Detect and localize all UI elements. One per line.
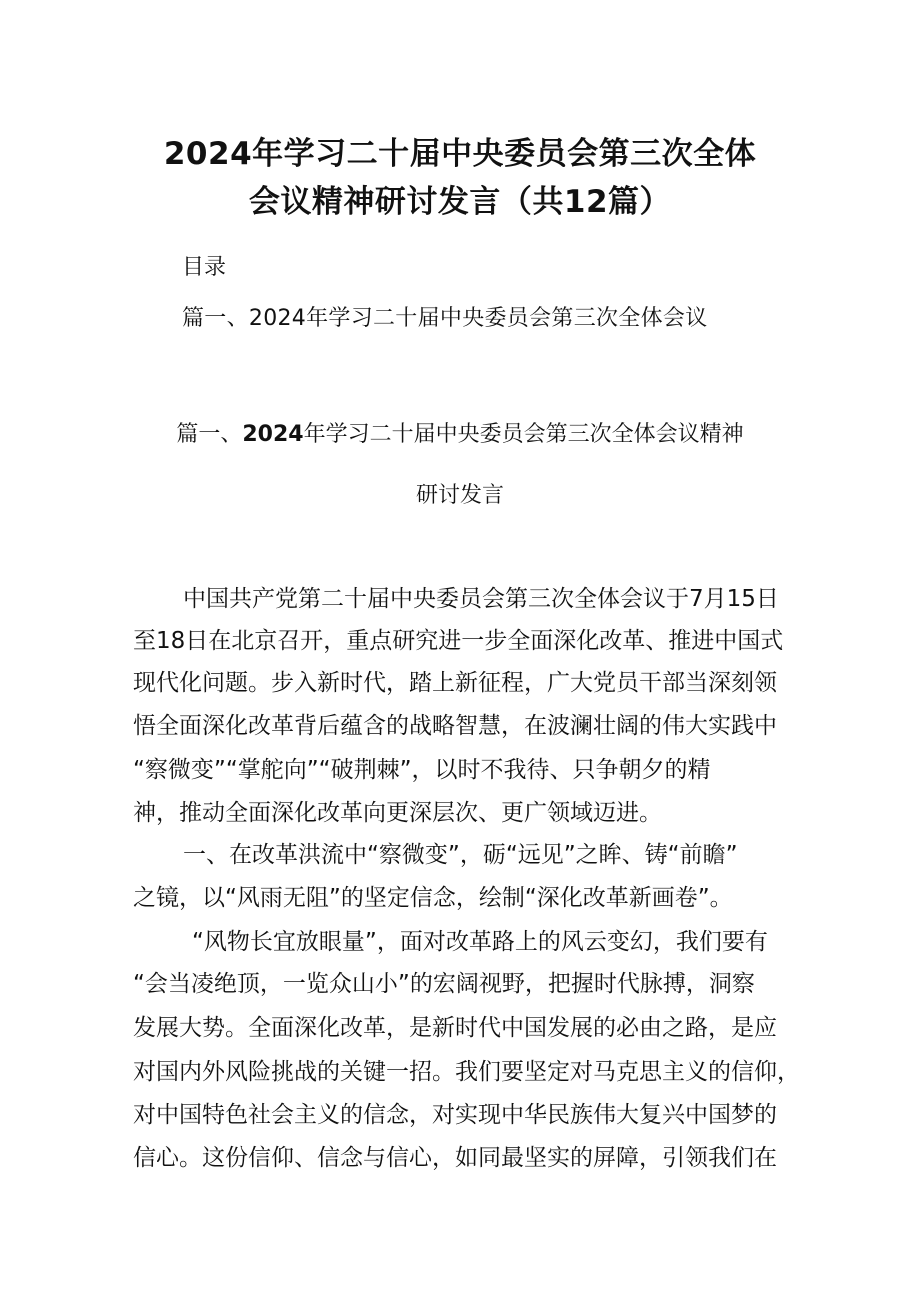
body-line: “会当凌绝顶，一览众山小”的宏阔视野，把握时代脉搏，洞察 [133, 971, 755, 997]
section-title-suffix: 年学习二十届中央委员会第三次全体会议精神 [303, 422, 744, 447]
body-line: 对中国特色社会主义的信念，对实现中华民族伟大复兴中国梦的 [133, 1102, 777, 1128]
body-line: 现代化问题。步入新时代，踏上新征程，广大党员干部当深刻领 [133, 670, 777, 696]
body-line: “风物长宜放眼量”，面对改革路上的风云变幻，我们要有 [192, 929, 768, 955]
toc-heading: 目录 [182, 255, 227, 280]
section-title-year: 2024 [242, 422, 304, 447]
body-line: 对国内外风险挑战的关键一招。我们要坚定对马克思主义的信仰， [133, 1059, 800, 1085]
body-line: 发展大势。全面深化改革，是新时代中国发展的必由之路，是应 [133, 1015, 777, 1041]
body-line: 中国共产党第二十届中央委员会第三次全体会议于7月15日 [183, 586, 779, 612]
document-title-line-2: 会议精神研讨发言（共12篇） [248, 184, 672, 220]
body-line: “察微变”“掌舵向”“破荆棘”，以时不我待、只争朝夕的精 [133, 757, 711, 783]
section-title-line-1 [100, 419, 820, 451]
section-title-line-2: 研讨发言 [415, 483, 504, 508]
body-line: 悟全面深化改革背后蕴含的战略智慧，在波澜壮阔的伟大实践中 [133, 713, 777, 739]
toc-item[interactable]: 篇一、2024年学习二十届中央委员会第三次全体会议 [182, 306, 708, 331]
body-line: 信心。这份信仰、信念与信心，如同最坚实的屏障，引领我们在 [133, 1145, 777, 1171]
document-title-line-1: 2024年学习二十届中央委员会第三次全体 [163, 136, 757, 172]
body-line: 至18日在北京召开，重点研究进一步全面深化改革、推进中国式 [133, 628, 784, 654]
body-line: 神，推动全面深化改革向更深层次、更广领域迈进。 [133, 800, 662, 826]
section-title-prefix: 篇一、 [176, 422, 243, 447]
body-line: 之镜，以“风雨无阻”的坚定信念，绘制“深化改革新画卷”。 [133, 885, 733, 911]
body-line: 一、在改革洪流中“察微变”，砺“远见”之眸、铸“前瞻” [183, 842, 738, 868]
